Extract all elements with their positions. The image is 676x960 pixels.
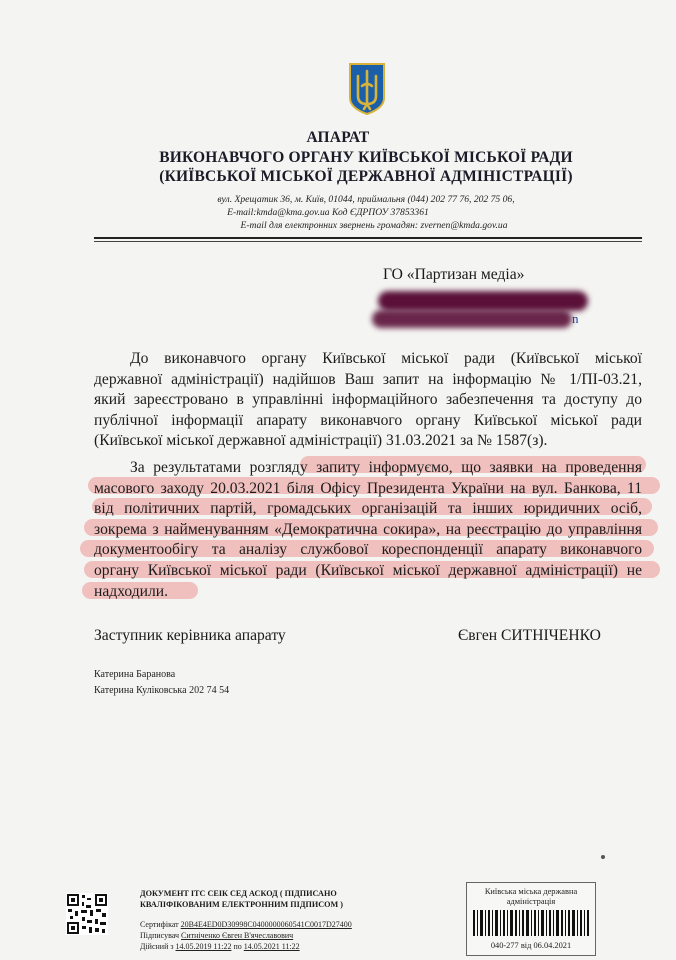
header-rule-thin — [94, 241, 642, 242]
contact-email: E-mail:kmda@kma.gov.ua Код ЄДРПОУ 37853361 — [227, 207, 429, 218]
signature-name: Євген СИТНІЧЕНКО — [458, 627, 601, 644]
qr-code — [66, 893, 108, 935]
coat-of-arms — [348, 62, 386, 116]
ukraine-trident-icon — [348, 62, 386, 116]
registration-stamp — [466, 882, 596, 956]
redacted-block — [372, 310, 572, 328]
signature-position: Заступник керівника апарату — [94, 627, 286, 644]
executor-2: Катерина Куліковська 202 74 54 — [94, 685, 230, 696]
contact-address: вул. Хрещатик 36, м. Київ, 01044, приймальня (044) 202 77 76, 202 75 06, — [217, 194, 515, 205]
footer-doc-line2: КВАЛІФІКОВАНИМ ЕЛЕКТРОННИМ ПІДПИСОМ ) — [140, 900, 343, 909]
contact-citizen-email: E-mail для електронних звернень громадян: zvernen@kmda.gov.ua — [240, 220, 508, 231]
qr-code-icon — [66, 893, 108, 935]
stamp-registration-number: 040-277 від 06.04.2021 — [490, 941, 572, 950]
header-line3: (КИЇВСЬКОЇ МІСЬКОЇ ДЕРЖАВНОЇ АДМІНІСТРАЦІЇ) — [159, 168, 573, 185]
header-rule-thick — [94, 237, 642, 239]
paragraph-request: До виконавчого органу Київської міської ради (Київської міської державної адміністрації) надійшов Ваш запит на інформацію № 1/ПІ-03.21, який зареєстровано в управлінні інформаційного забезпечення та доступу до публічної інформації апарату виконавчого органу Київської міської ради (Київської міської державної адміністрації) 31.03.2021 за № 1587(з). — [94, 350, 642, 450]
footer-signer: Підписувач Ситніченко Євген В'ячеславович — [140, 931, 294, 940]
header-line1: АПАРАТ — [306, 129, 370, 146]
footer-doc-line1: ДОКУМЕНТ ІТС СЕІК СЕД АСКОД ( ПІДПИСАНО — [140, 889, 337, 898]
executor-1: Катерина Баранова — [94, 669, 176, 680]
footer-validity: Дійсний з 14.05.2019 11:22 по 14.05.2021 11:22 — [140, 942, 300, 951]
redacted-block — [378, 291, 588, 311]
paragraph-answer: За результатами розгляду запиту інформуємо, що заявки на проведення масового заходу 20.03.2021 біля Офісу Президента України на вул. Банкова, 11 від політичних партій, громадських організацій та інших юридичних осіб, зокрема з найменуванням «Демократична сокира», на реєстрацію до управління документообігу та аналізу службової кореспонденції апарату виконавчого органу Київської міської ради (Київської міської державної адміністрації) не надходили. — [94, 459, 642, 600]
barcode-icon — [473, 910, 589, 936]
header-line2: ВИКОНАВЧОГО ОРГАНУ КИЇВСЬКОЇ МІСЬКОЇ РАДИ — [159, 149, 573, 166]
footer-certificate: Сертифікат 20B4E4ED0D30998C0400000060541C0017D27400 — [140, 920, 352, 929]
recipient: ГО «Партизан медіа» — [383, 266, 525, 283]
stamp-organization: Київська міська державна адміністрація — [484, 887, 578, 906]
